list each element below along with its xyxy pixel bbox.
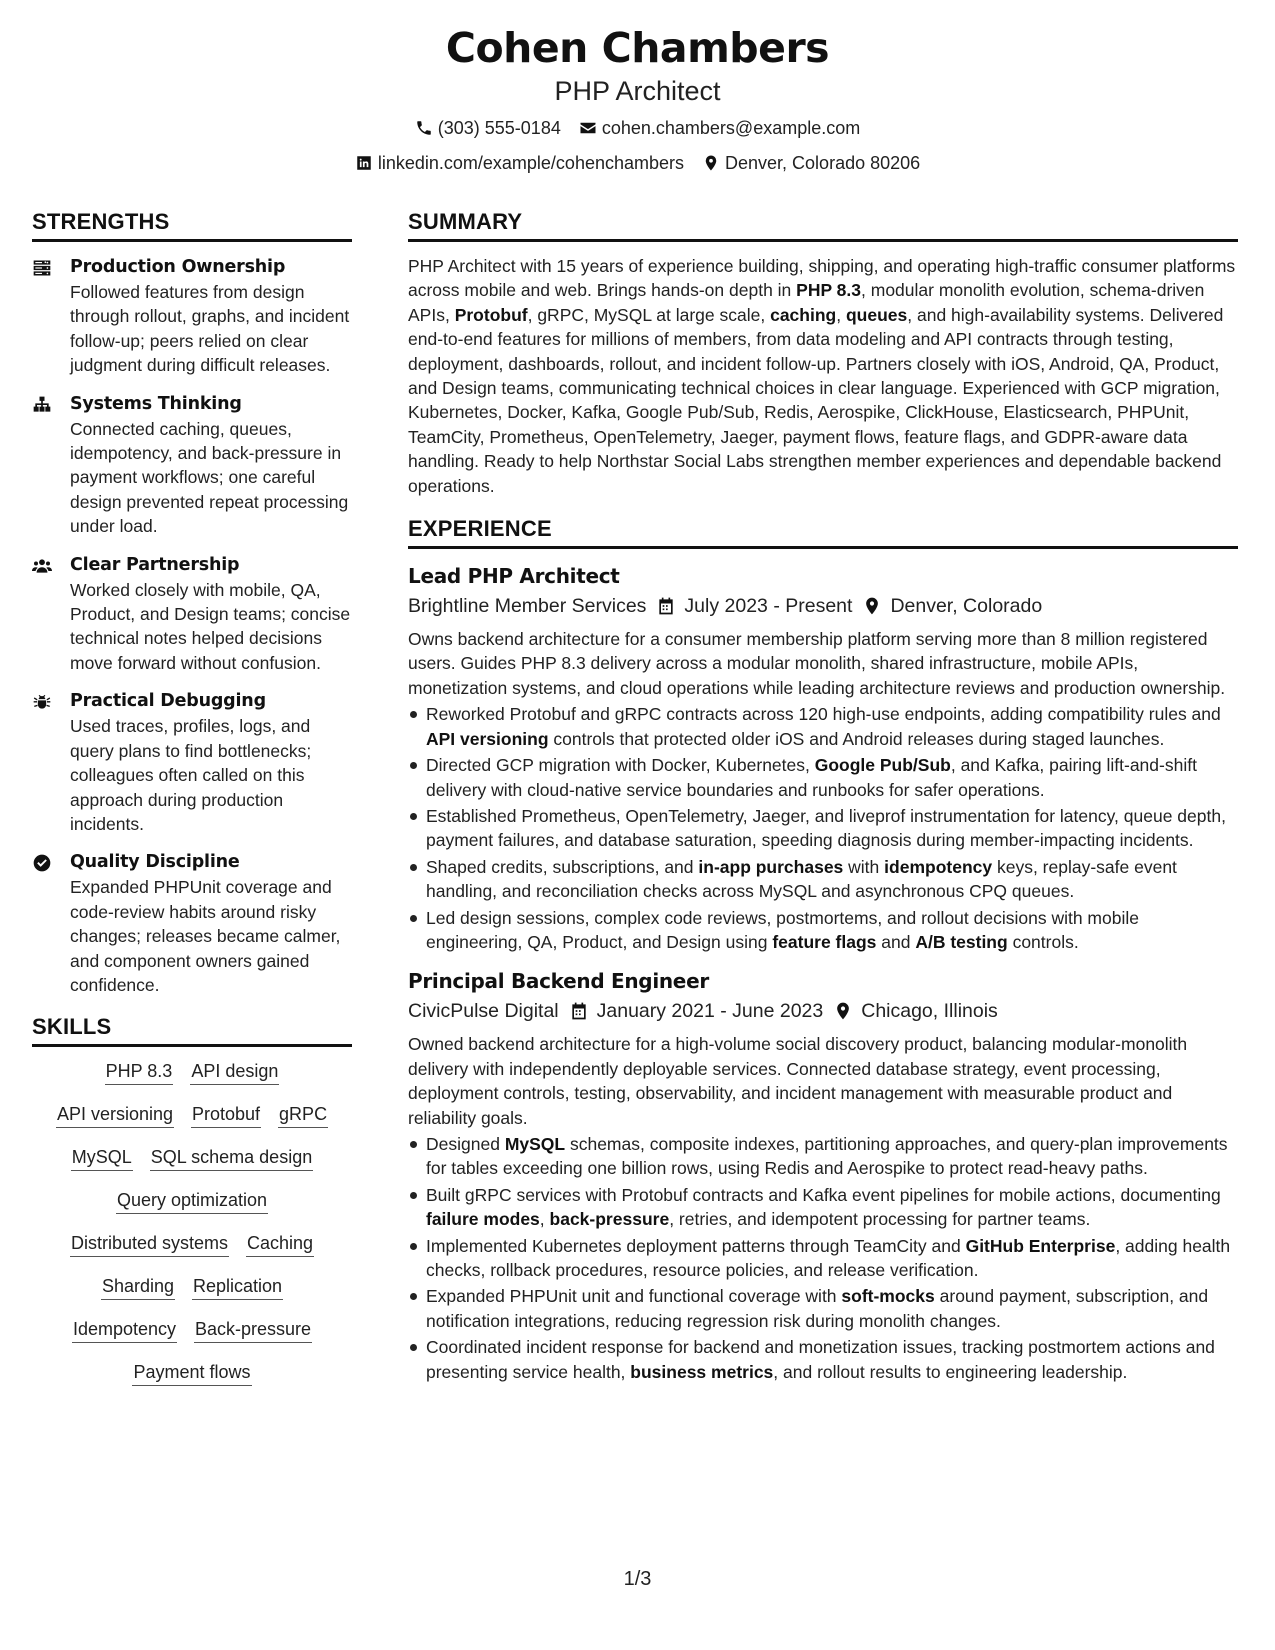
strength-body xyxy=(70,849,352,997)
strength-title: Quality Discipline xyxy=(70,852,240,873)
users-icon xyxy=(32,556,52,576)
skill-row xyxy=(32,1188,352,1214)
job-location-text: Denver, Colorado xyxy=(890,595,1043,618)
skill-tag: SQL schema design xyxy=(150,1145,313,1171)
skill-row xyxy=(32,1231,352,1257)
contact-row-2 xyxy=(0,148,1275,178)
text-run: controls that protected older iOS and Android releases during staged launches. xyxy=(548,728,1165,749)
text-run: and xyxy=(876,931,916,952)
job-company: CivicPulse Digital xyxy=(408,1000,559,1023)
skill-tag: Protobuf xyxy=(191,1102,261,1128)
job-description: Owned backend architecture for a high-volume social discovery product, balancing modular-monolith delivery with independently deployable services. Connected database strategy, event processing, deployment controls, testing, observability, and incident management with measurable product and reliability goals. xyxy=(408,1034,1188,1128)
job-bullet xyxy=(408,906,1238,955)
location-text: Denver, Colorado 80206 xyxy=(725,153,921,173)
job-bullet xyxy=(408,1183,1238,1232)
skill-tag: Idempotency xyxy=(72,1317,177,1343)
bold-keyword: MySQL xyxy=(504,1133,566,1154)
strength-item xyxy=(32,688,352,836)
text-run: , and rollout results to engineering leadership. xyxy=(773,1361,1128,1382)
text-run: around payment, subscription, and notification integrations, reducing regression risk during monolith changes. xyxy=(426,1286,1209,1331)
candidate-role: PHP Architect xyxy=(554,76,721,106)
text-run: Established Prometheus, OpenTelemetry, Jaeger, and liveprof instrumentation for latency, queue depth, payment failures, and database saturation, speeding diagnosis during member-impacting incidents. xyxy=(426,805,1226,851)
job-dates xyxy=(656,591,852,621)
text-run: schemas, composite indexes, partitioning approaches, and query-plan improvements for tables exceeding one billion rows, using Redis and Aerospike to protect read-heavy paths. xyxy=(426,1133,1228,1179)
strength-item xyxy=(32,849,352,997)
strength-icon-wrap xyxy=(32,849,70,997)
job-bullet xyxy=(408,855,1238,904)
strength-body xyxy=(70,688,352,836)
strength-icon-wrap xyxy=(32,391,70,539)
summary-text xyxy=(408,254,1238,498)
skill-row xyxy=(32,1145,352,1171)
job-bullet xyxy=(408,1335,1238,1384)
skill-row xyxy=(32,1360,352,1386)
bold-keyword: feature flags xyxy=(772,931,877,952)
bold-keyword: Protobuf xyxy=(454,304,528,325)
strength-title: Practical Debugging xyxy=(70,691,266,712)
bold-keyword: queues xyxy=(845,304,908,325)
calendar-icon xyxy=(569,1001,589,1021)
experience-section xyxy=(408,512,1238,1384)
strength-text: Worked closely with mobile, QA, Product, and Design teams; concise technical notes helped decisions move forward without confusion. xyxy=(70,579,351,673)
sitemap-icon xyxy=(32,395,52,415)
candidate-name: Cohen Chambers xyxy=(445,24,830,72)
text-run: PHP Architect with 15 years of experience building, shipping, and operating high-traffic consumer platforms across mobile and web. Brings hands-on depth in xyxy=(408,256,1236,301)
summary-heading: SUMMARY xyxy=(408,205,1238,242)
job-title: Principal Backend Engineer xyxy=(408,969,709,994)
job-dates xyxy=(569,996,824,1026)
bold-keyword: failure modes xyxy=(426,1209,540,1230)
job-title: Lead PHP Architect xyxy=(408,564,620,589)
text-run: Expanded PHPUnit unit and functional coverage with xyxy=(426,1286,842,1307)
experience-heading: EXPERIENCE xyxy=(408,512,1238,549)
strength-body xyxy=(70,391,352,539)
job-location-text: Chicago, Illinois xyxy=(861,1000,998,1023)
job-bullet xyxy=(408,1132,1238,1181)
text-run: Directed GCP migration with Docker, Kubernetes, xyxy=(426,755,815,776)
job-dates-text: January 2021 - June 2023 xyxy=(596,1000,824,1023)
skill-tag: Replication xyxy=(192,1274,283,1300)
strength-item xyxy=(32,552,352,676)
strengths-list xyxy=(32,254,352,997)
summary-section xyxy=(408,205,1238,498)
text-run: Built gRPC services with Protobuf contracts and Kafka event pipelines for mobile actions, documenting xyxy=(426,1184,1221,1205)
text-run: controls. xyxy=(1007,931,1079,952)
skill-tag: MySQL xyxy=(71,1145,133,1171)
email-link[interactable]: cohen.chambers@example.com xyxy=(601,118,861,138)
map-pin-icon xyxy=(702,154,720,172)
text-run: keys, replay-safe event handling, and reconciliation checks across MySQL and asynchronous CPQ queues. xyxy=(426,856,1177,902)
left-column xyxy=(32,205,352,1403)
skill-row xyxy=(32,1102,352,1128)
envelope-icon xyxy=(579,119,597,137)
bold-keyword: GitHub Enterprise xyxy=(965,1235,1116,1256)
strength-icon-wrap xyxy=(32,688,70,836)
text-run: Led design sessions, complex code reviews, postmortems, and rollout decisions with mobile engineering, QA, Product, and Design using xyxy=(426,907,1139,952)
strength-icon-wrap xyxy=(32,254,70,378)
calendar-icon xyxy=(656,596,676,616)
job-company: Brightline Member Services xyxy=(408,595,647,618)
linkedin-link[interactable]: linkedin.com/example/cohenchambers xyxy=(377,153,685,173)
bold-keyword: PHP 8.3 xyxy=(796,280,862,301)
map-pin-icon xyxy=(833,1001,853,1021)
skill-tag: Payment flows xyxy=(132,1360,251,1386)
job-location xyxy=(862,591,1042,621)
contact-location xyxy=(702,148,920,178)
server-icon xyxy=(32,258,52,278)
job-bullet xyxy=(408,804,1238,853)
job-meta xyxy=(408,591,1238,621)
bold-keyword: caching xyxy=(770,304,837,325)
strength-body xyxy=(70,552,352,676)
bold-keyword: Google Pub/Sub xyxy=(814,755,951,776)
strength-body xyxy=(70,254,352,378)
resume-header xyxy=(0,22,1275,178)
contact-row-1 xyxy=(0,113,1275,143)
strength-text: Followed features from design through rollout, graphs, and incident follow-up; peers relied on clear judgment during difficult releases. xyxy=(70,282,350,376)
skill-tag: Sharding xyxy=(101,1274,175,1300)
strength-icon-wrap xyxy=(32,552,70,676)
skill-row xyxy=(32,1317,352,1343)
job-bullets xyxy=(408,702,1238,954)
skills-heading: SKILLS xyxy=(32,1010,352,1047)
strength-title: Production Ownership xyxy=(70,257,286,277)
page-number: 1/3 xyxy=(623,1568,652,1590)
strengths-section xyxy=(32,205,352,997)
skill-tag: Back-pressure xyxy=(194,1317,312,1343)
skill-tag: API design xyxy=(190,1059,279,1085)
map-pin-icon xyxy=(862,596,882,616)
strength-text: Used traces, profiles, logs, and query plans to find bottlenecks; colleagues often called on this approach during production incidents. xyxy=(70,716,312,834)
jobs-list xyxy=(408,561,1238,1384)
skills-section xyxy=(32,1010,352,1386)
bold-keyword: business metrics xyxy=(630,1361,774,1382)
strength-item xyxy=(32,391,352,539)
skill-tag: PHP 8.3 xyxy=(105,1059,174,1085)
text-run: , xyxy=(836,304,846,325)
check-circle-icon xyxy=(32,853,52,873)
job-location xyxy=(833,996,998,1026)
strength-title: Systems Thinking xyxy=(70,393,242,414)
skills-list xyxy=(32,1059,352,1386)
skill-row xyxy=(32,1059,352,1085)
job-bullets xyxy=(408,1132,1238,1384)
contact-phone xyxy=(415,113,561,143)
text-run: Implemented Kubernetes deployment patterns through TeamCity and xyxy=(426,1235,966,1256)
strength-item xyxy=(32,254,352,378)
job-meta xyxy=(408,996,1238,1026)
phone-icon xyxy=(415,119,433,137)
contact-email[interactable] xyxy=(579,113,860,143)
linkedin-icon xyxy=(355,154,373,172)
job-entry xyxy=(408,966,1238,1384)
text-run: with xyxy=(843,856,885,877)
text-run: Reworked Protobuf and gRPC contracts across 120 high-use endpoints, adding compatibility rules and xyxy=(426,704,1221,725)
skill-tag: Distributed systems xyxy=(70,1231,229,1257)
job-bullet xyxy=(408,702,1238,751)
text-run: , gRPC, MySQL at large scale, xyxy=(527,304,771,325)
job-bullet xyxy=(408,1234,1238,1283)
text-run: , adding health checks, rollback procedures, resource policies, and release verification. xyxy=(426,1235,1231,1280)
strength-text: Connected caching, queues, idempotency, and back-pressure in payment workflows; one careful design prevented repeat processing under load. xyxy=(70,418,349,537)
text-run: , and Kafka, pairing lift-and-shift delivery with cloud-native service boundaries and runbooks for safer operations. xyxy=(426,755,1197,800)
bug-icon xyxy=(32,692,52,712)
text-run: Designed xyxy=(426,1133,505,1154)
skill-tag: gRPC xyxy=(278,1102,328,1128)
skill-tag: API versioning xyxy=(56,1102,174,1128)
job-entry xyxy=(408,561,1238,954)
strength-title: Clear Partnership xyxy=(70,554,240,575)
bold-keyword: back-pressure xyxy=(549,1209,670,1230)
skill-tag: Caching xyxy=(246,1231,314,1257)
skill-row xyxy=(32,1274,352,1300)
right-column xyxy=(408,205,1238,1396)
text-run: , xyxy=(539,1209,550,1230)
strengths-heading: STRENGTHS xyxy=(32,205,352,242)
text-run: , retries, and idempotent processing for partner teams. xyxy=(669,1209,1091,1230)
job-dates-text: July 2023 - Present xyxy=(684,595,853,618)
text-run: Shaped credits, subscriptions, and xyxy=(426,856,699,877)
text-run: , modular monolith evolution, schema-driven APIs, xyxy=(408,280,1205,325)
bold-keyword: API versioning xyxy=(426,728,549,749)
job-bullet xyxy=(408,1284,1238,1333)
skill-tag: Query optimization xyxy=(116,1188,268,1214)
job-description: Owns backend architecture for a consumer membership platform serving more than 8 million registered users. Guides PHP 8.3 delivery across a modular monolith, shared infrastructure, mobile APIs, monetization systems, and cloud operations while leading architecture reviews and production ownership. xyxy=(408,629,1226,698)
text-run: , and high-availability systems. Delivered end-to-end features for millions of members, from data modeling and API contracts through testing, deployment, dashboards, rollout, and incident follow-up. Partners closely with iOS, Android, QA, Product, and Design teams, communicating technical choices in clear language. Experienced with GCP migration, Kubernetes, Docker, Kafka, Google Pub/Sub, Redis, Aerospike, ClickHouse, Elasticsearch, PHPUnit, TeamCity, Prometheus, OpenTelemetry, Jaeger, payment flows, feature flags, and GDPR-aware data handling. Ready to help Northstar Social Labs strengthen member experiences and dependable backend operations. xyxy=(408,304,1224,496)
bold-keyword: A/B testing xyxy=(915,931,1008,952)
contact-linkedin[interactable] xyxy=(355,148,684,178)
job-bullet xyxy=(408,753,1238,802)
text-run: Coordinated incident response for backend and monetization issues, tracking postmortem actions and presenting service health, xyxy=(426,1337,1215,1382)
bold-keyword: soft-mocks xyxy=(841,1286,935,1307)
bold-keyword: in-app purchases xyxy=(698,856,844,877)
phone-text: (303) 555-0184 xyxy=(437,118,561,138)
strength-text: Expanded PHPUnit coverage and code-review habits around risky changes; releases became calmer, and component owners gained confidence. xyxy=(70,877,341,995)
bold-keyword: idempotency xyxy=(884,856,993,877)
